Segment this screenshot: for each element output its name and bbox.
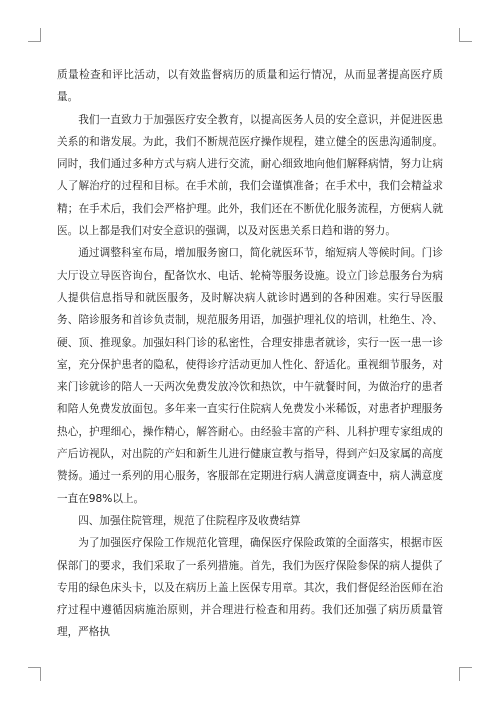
crop-mark-bottom-right-h	[460, 667, 472, 668]
crop-mark-top-left-v	[40, 28, 41, 42]
paragraph: 通过调整科室布局，增加服务窗口，简化就医环节，缩短病人等候时间。门诊大厅设立导医咨询台，配备饮水、电话、轮椅等服务设施。设立门诊总服务台为病人提供信息指导和就医服务，及时解决病人就诊时遇到的各种困难。实行导医服务、陪诊服务和首诊负责制，规范服务用语，加强护理礼仪的培训，杜绝生、冷、硬、顶、推现象。加强妇科门诊的私密性，合理安排患者就诊，实行一医一患一诊室，充分保护患者的隐私，使得诊疗活动更加人性化、舒适化。重视细节服务，对来门诊就诊的陪人一天两次免费发放冷饮和热饮，中午就餐时间，为做治疗的患者和陪人免费发放面包。多年来一直实行住院病人免费发小米稀饭，对患者护理服务热心，护理细心，操作精心，解答耐心。由经验丰富的产科、儿科护理专家组成的产后访视队，对出院的产妇和新生儿进行健康宣教与指导，得到产妇及家属的高度赞扬。通过一系列的用心服务，客服部在定期进行病人满意度调查中，病人满意度一直在98%以上。	[57, 247, 443, 505]
section-heading: 四、加强住院管理，规范了住院程序及收费结算	[78, 514, 301, 527]
crop-mark-top-right-h	[460, 41, 472, 42]
crop-mark-bottom-right-v	[459, 667, 460, 681]
paragraph: 为了加强医疗保险工作规范化管理，确保医疗保险政策的全面落实，根据市医保部门的要求，我们采取了一系列措施。首先，我们为医疗保险参保的病人提供了专用的绿色床头卡，以及在病历上盖上医保专用章。其次，我们督促经治医师在治疗过程中遵循因病施治原则，并合理进行检查和用药。我们还加强了病历质量管理，严格执	[57, 537, 443, 639]
paragraph: 我们一直致力于加强医疗安全教育，以提高医务人员的安全意识，并促进医患关系的和谐发展。为此，我们不断规范医疗操作规程，建立健全的医患沟通制度。同时，我们通过多种方式与病人进行交流，耐心细致地向他们解释病情，努力让病人了解治疗的过程和目标。在手术前，我们会谨慎准备；在手术中，我们会精益求精；在手术后，我们会严格护理。此外，我们还在不断优化服务流程，方便病人就医。以上都是我们对安全意识的强调，以及对医患关系日趋和谐的努力。	[57, 113, 443, 238]
paragraph: 质量检查和评比活动，以有效监督病历的质量和运行情况，从而显著提高医疗质量。	[57, 69, 443, 104]
crop-mark-bottom-left-h	[28, 667, 40, 668]
crop-mark-top-right-v	[459, 28, 460, 42]
crop-mark-bottom-left-v	[40, 667, 41, 681]
crop-mark-top-left-h	[28, 41, 40, 42]
document-body	[57, 64, 443, 644]
